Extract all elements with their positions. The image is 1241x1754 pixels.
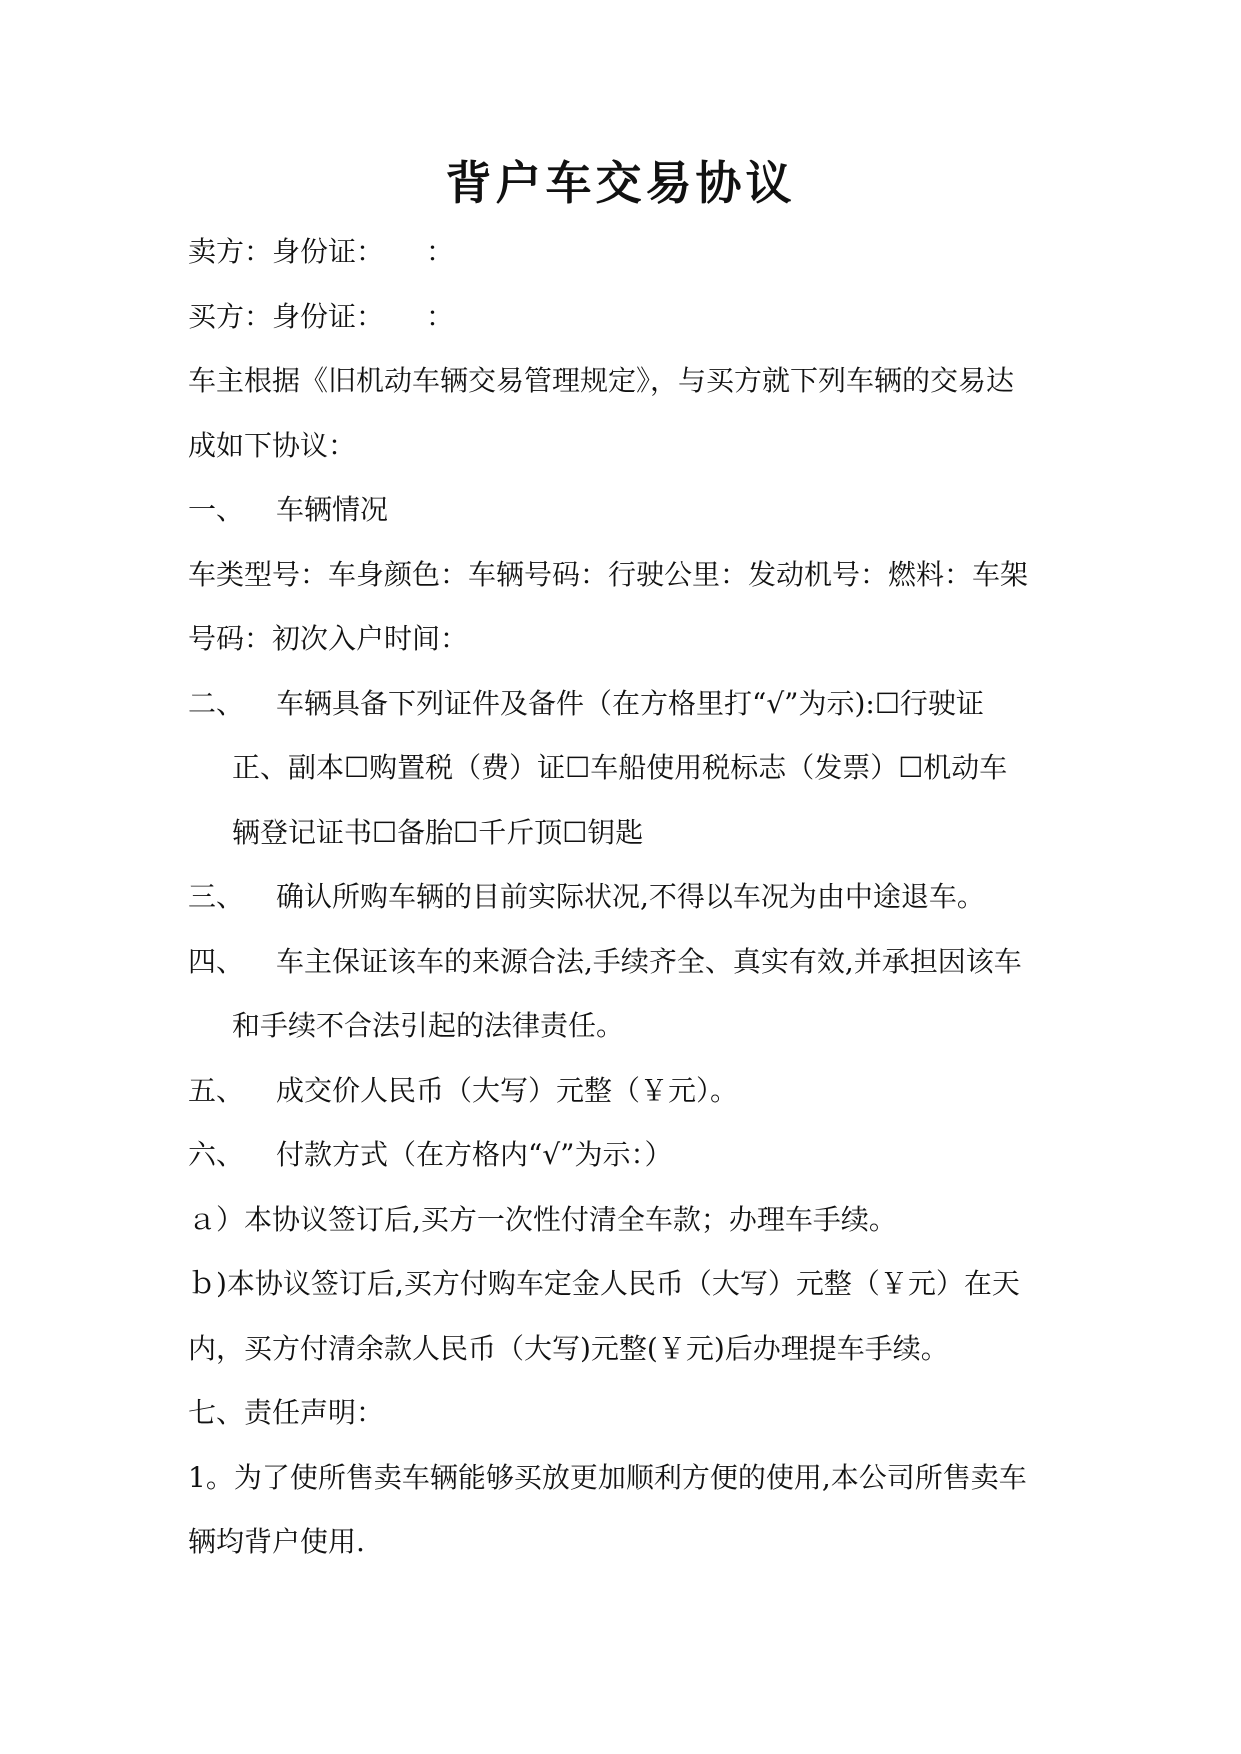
- document-line: [188, 1059, 1058, 1124]
- document-line: [188, 1123, 1058, 1188]
- document-line: [188, 220, 1058, 285]
- document-line: [188, 1381, 1058, 1446]
- document-line: [188, 285, 1058, 350]
- document-line: [188, 672, 1058, 737]
- document-title: 背户车交易协议: [445, 156, 796, 210]
- section-number: 五、: [188, 1073, 245, 1107]
- section-number: 二、: [188, 686, 245, 720]
- line-text: 付款方式（在方格内“√”为示：）: [276, 1138, 673, 1171]
- section-number: 四、: [188, 944, 245, 978]
- document-line: [188, 478, 1058, 543]
- line-text: 正、副本☐购置税（费）证☐车船使用税标志（发票）☐机动车: [232, 751, 1008, 784]
- line-text: 辆登记证书☐备胎☐千斤顶☐钥匙: [232, 815, 644, 849]
- line-text: 七、责任声明：: [188, 1396, 385, 1429]
- document-body: [188, 220, 1058, 1575]
- line-text: 成交价人民币（大写）元整（￥元）。: [276, 1073, 739, 1107]
- line-text: 卖方：身份证： ：: [188, 235, 455, 268]
- line-text: 车主保证该车的来源合法,手续齐全、真实有效,并承担因该车: [276, 944, 1022, 978]
- document-line: [188, 607, 1058, 672]
- line-text: 内，买方付清余款人民币（大写)元整(￥元)后办理提车手续。: [188, 1331, 949, 1365]
- document-line: [188, 1317, 1058, 1382]
- document-line: [188, 865, 1058, 930]
- document-line: [188, 1446, 1058, 1511]
- line-text: 确认所购车辆的目前实际状况,不得以车况为由中途退车。: [276, 880, 985, 913]
- document-line: [188, 930, 1058, 995]
- section-number: 一、: [188, 493, 245, 526]
- document-line: [188, 1510, 1058, 1575]
- line-text: 1。为了使所售卖车辆能够买放更加顺利方便的使用,本公司所售卖车: [188, 1460, 1027, 1494]
- document-line: [188, 994, 1058, 1059]
- line-text: 号码：初次入户时间：: [188, 622, 469, 655]
- document-line: [188, 414, 1058, 479]
- line-text: ａ）本协议签订后,买方一次性付清全车款；办理车手续。: [188, 1202, 897, 1236]
- section-number: 三、: [188, 880, 245, 913]
- section-number: 六、: [188, 1138, 245, 1171]
- document-line: [188, 543, 1058, 608]
- line-text: 车辆情况: [276, 493, 389, 526]
- document-line: [188, 349, 1058, 414]
- document-line: [188, 1188, 1058, 1253]
- line-text: 辆均背户使用.: [188, 1525, 365, 1558]
- line-text: 成如下协议：: [188, 428, 357, 462]
- line-text: 车辆具备下列证件及备件（在方格里打“√”为示):☐行驶证: [276, 686, 984, 720]
- document-line: [188, 736, 1058, 801]
- document-line: [188, 801, 1058, 866]
- document-line: [188, 1252, 1058, 1317]
- line-text: 车主根据《旧机动车辆交易管理规定》，与买方就下列车辆的交易达: [188, 364, 1015, 397]
- line-text: ｂ)本协议签订后,买方付购车定金人民币（大写）元整（￥元）在天: [188, 1267, 1020, 1300]
- line-text: 买方：身份证： ：: [188, 299, 455, 333]
- line-text: 车类型号：车身颜色：车辆号码：行驶公里：发动机号：燃料：车架: [188, 557, 1029, 591]
- line-text: 和手续不合法引起的法律责任。: [232, 1009, 625, 1042]
